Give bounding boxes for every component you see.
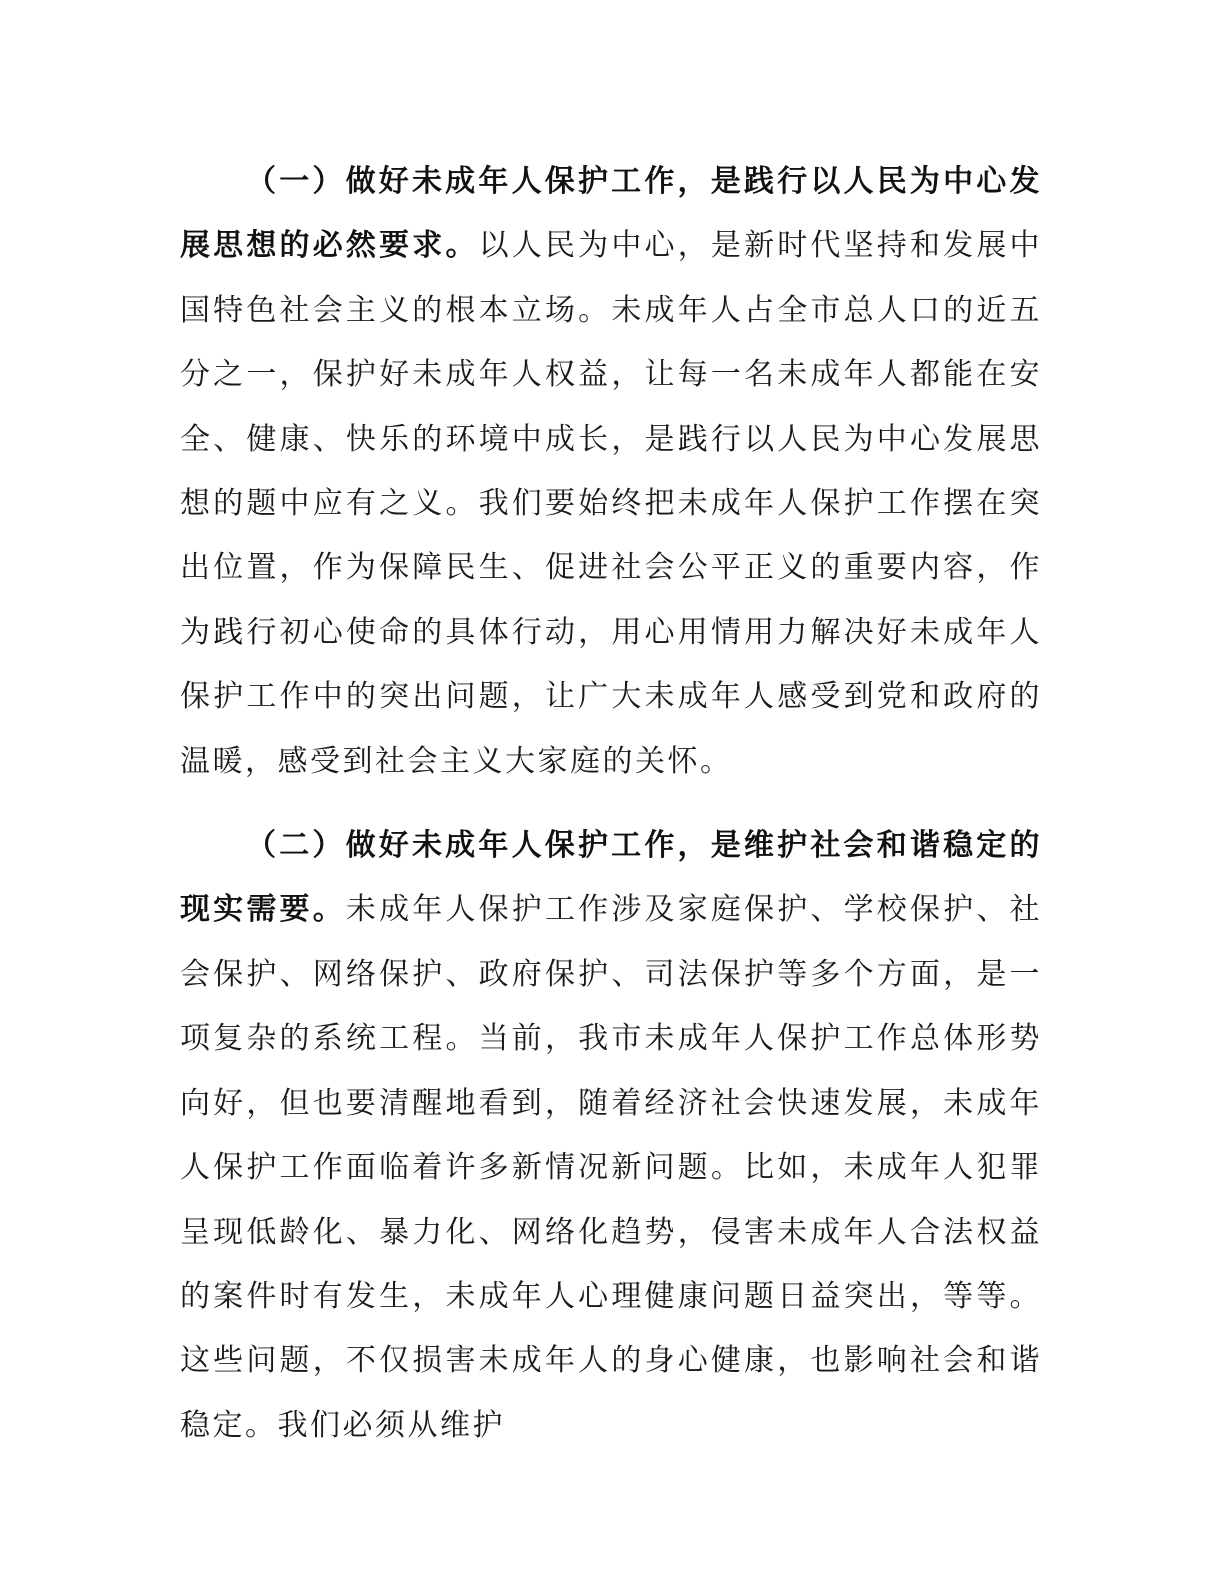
paragraph-1 xyxy=(180,150,1042,794)
paragraph-1-keyword-2: 践行 xyxy=(213,614,280,650)
paragraph-1-heading: （一）做好未成年人保护工作，是践行以人民为中心发展思想的必然要求。 xyxy=(180,164,1042,264)
paragraph-1-text-part-2: 以人民为中心发展思想的题中应有之义。我们要始终把未成年人保护工作摆在突出位置，作为保障民生、促进社会公平正义的重要内容，作为 xyxy=(180,421,1043,650)
paragraph-1-keyword-1: 践行 xyxy=(677,421,745,457)
paragraph-1-text-part-1: 以人民为中心，是新时代坚持和发展中国特色社会主义的根本立场。未成年人占全市总人口的近五分之一，保护好未成年人权益，让每一名未成年人都能在安全、健康、快乐的环境中成长，是 xyxy=(180,228,1043,457)
paragraph-2-heading: （二）做好未成年人保护工作，是维护社会和谐稳定的现实需要。 xyxy=(180,828,1042,928)
document-body xyxy=(180,150,1042,1458)
paragraph-1-text-part-3: 初心使命的具体行动，用心用情用力解决好未成年人保护工作中的突出问题，让广大未成年人感受到党和政府的温暖，感受到社会主义大家庭的关怀。 xyxy=(180,614,1043,779)
paragraph-2 xyxy=(180,814,1042,1458)
paragraph-2-text-part-1: 未成年人保护工作涉及家庭保护、学校保护、社会保护、网络保护、政府保护、司法保护等多个方面，是一项复杂的系统工程。当前，我市未成年人保护工作总体形势向好，但也要清醒地看到，随着经济社会快速发展，未成年人保护工作面临着许多新情况新问题。比如，未成年人犯罪呈现低龄化、暴力化、网络化趋势，侵害未成年人合法权益的案件时有发生，未成年人心理健康问题日益突出，等等。这些问题，不仅损害未成年人的身心健康，也影响社会和谐稳定。我们必须从维护 xyxy=(180,892,1043,1443)
